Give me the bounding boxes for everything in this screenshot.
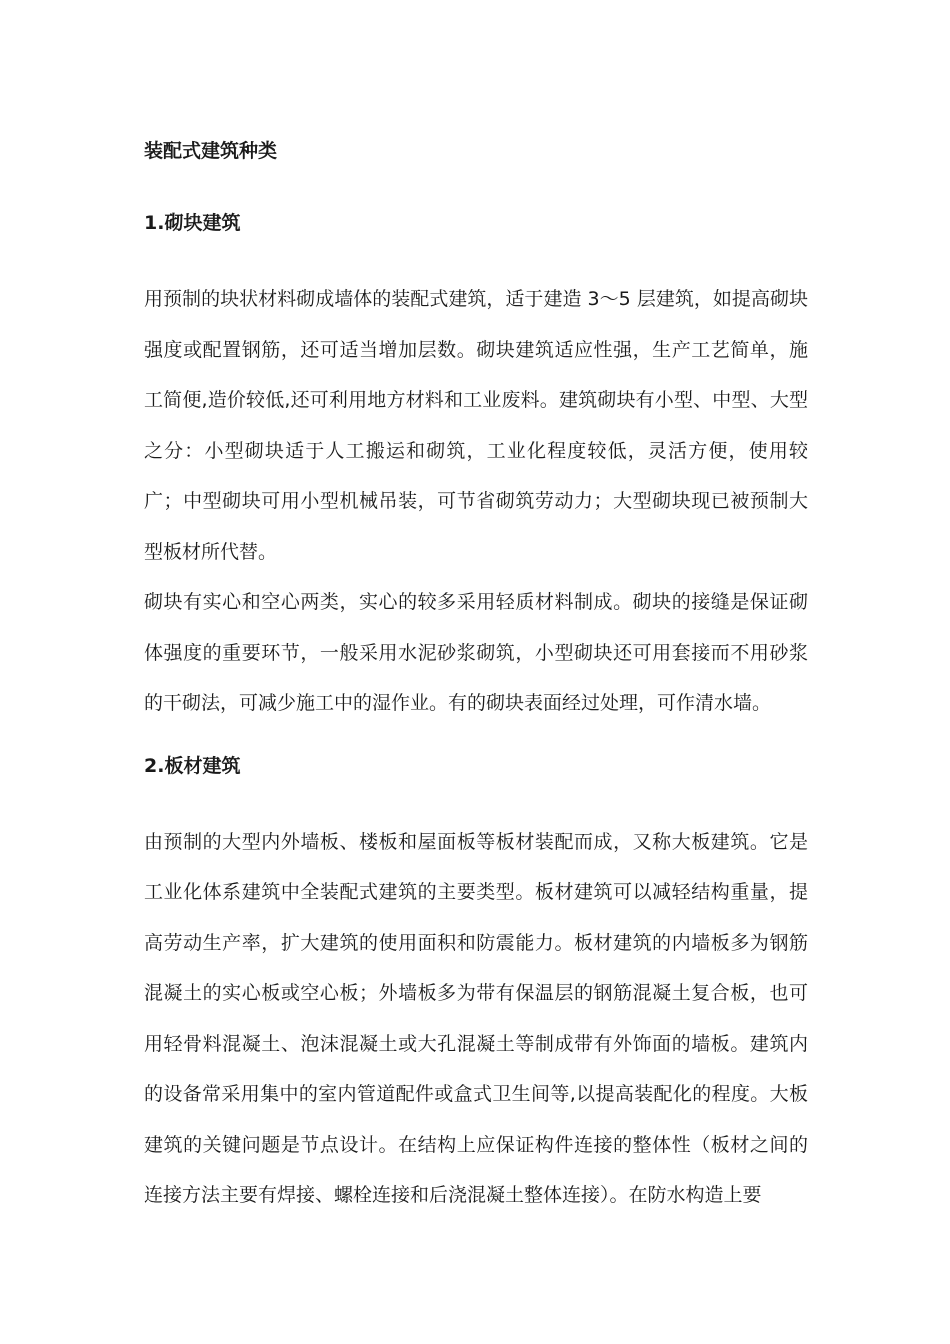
section-heading-block-building: 1.砌块建筑 xyxy=(144,212,241,234)
paragraph-block-building-1: 用预制的块状材料砌成墙体的装配式建筑，适于建造 3～5 层建筑，如提高砌块强度或配置钢筋，还可适当增加层数。砌块建筑适应性强，生产工艺简单，施工简便,造价较低,还可利用地方材料和工业废料。建筑砌块有小型、中型、大型之分：小型砌块适于人工搬运和砌筑，工业化程度较低，灵活方便，使用较广；中型砌块可用小型机械吊装，可节省砌筑劳动力；大型砌块现已被预制大型板材所代替。 xyxy=(144,288,808,563)
section-heading-panel-building: 2.板材建筑 xyxy=(144,754,241,777)
paragraph-panel-building-1: 由预制的大型内外墙板、楼板和屋面板等板材装配而成，又称大板建筑。它是工业化体系建筑中全装配式建筑的主要类型。板材建筑可以减轻结构重量，提高劳动生产率，扩大建筑的使用面积和防震能力。板材建筑的内墙板多为钢筋混凝土的实心板或空心板；外墙板多为带有保温层的钢筋混凝土复合板，也可用轻骨料混凝土、泡沫混凝土或大孔混凝土等制成带有外饰面的墙板。建筑内的设备常采用集中的室内管道配件或盒式卫生间等,以提高装配化的程度。大板建筑的关键问题是节点设计。在结构上应保证构件连接的整体性（板材之间的连接方法主要有焊接、螺栓连接和后浇混凝土整体连接）。在防水构造上要 xyxy=(144,830,808,1206)
document-page xyxy=(144,136,808,1221)
paragraph-block-building-2: 砌块有实心和空心两类，实心的较多采用轻质材料制成。砌块的接缝是保证砌体强度的重要环节，一般采用水泥砂浆砌筑，小型砌块还可用套接而不用砂浆的干砌法，可减少施工中的湿作业。有的砌块表面经过处理，可作清水墙。 xyxy=(144,591,808,714)
document-title: 装配式建筑种类 xyxy=(144,140,278,162)
